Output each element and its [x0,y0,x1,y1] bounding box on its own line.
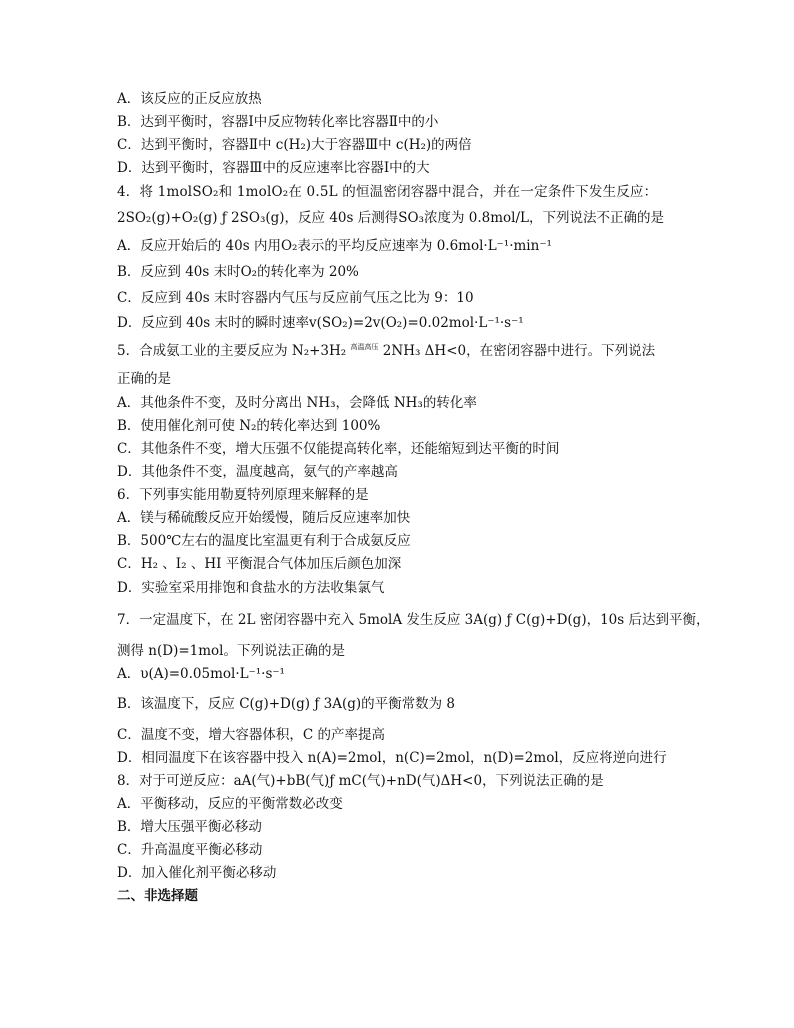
q4-option-b: B．反应到 40s 末时O₂的转化率为 20% [117,264,359,280]
question-5-stem-cont: 正确的是 [117,371,171,387]
q8-option-a: A．平衡移动，反应的平衡常数必改变 [117,796,343,812]
option-c-concentration: C．达到平衡时，容器Ⅱ中 c(H₂)大于容器Ⅲ中 c(H₂)的两倍 [117,137,472,153]
question-7-stem-cont: 测得 n(D)=1mol。下列说法正确的是 [117,643,345,659]
q8-option-b: B．增大压强平衡必移动 [117,819,262,835]
option-d-rate: D．达到平衡时，容器Ⅲ中的反应速率比容器Ⅰ中的大 [117,160,430,176]
q6-option-c: C．H₂ 、I₂ 、HI 平衡混合气体加压后颜色加深 [117,556,402,572]
q8-option-c: C．升高温度平衡必移动 [117,842,263,858]
q8-option-d: D．加入催化剂平衡必移动 [117,865,277,881]
q5-stem-part2: 2NH₃ ΔH<0，在密闭容器中进行。下列说法 [382,343,656,359]
q5-option-a: A．其他条件不变，及时分离出 NH₃，会降低 NH₃的转化率 [117,395,477,411]
q7-option-c: C．温度不变，增大容器体积，C 的产率提高 [117,727,385,743]
q7-option-a: A．υ(A)=0.05mol·L⁻¹·s⁻¹ [117,666,285,682]
option-b-conversion: B．达到平衡时，容器Ⅰ中反应物转化率比容器Ⅱ中的小 [117,114,439,130]
q5-option-b: B．使用催化剂可使 N₂的转化率达到 100% [117,418,381,434]
q5-option-d: D．其他条件不变，温度越高，氨气的产率越高 [117,464,398,480]
option-a-exothermic: A．该反应的正反应放热 [117,91,262,107]
q4-option-d: D．反应到 40s 末时的瞬时速率v(SO₂)=2v(O₂)=0.02mol·L⁻¹·s⁻¹ [117,315,524,331]
question-8-stem: 8．对于可逆反应：aA(气)+bB(气)ƒ mC(气)+nD(气)ΔH<0，下列说法正确的是 [117,773,604,789]
question-4-equation: 2SO₂(g)+O₂(g) ƒ 2SO₃(g)，反应 40s 后测得SO₃浓度为 0.8mol/L，下列说法不正确的是 [117,210,664,226]
q4-option-a: A．反应开始后的 40s 内用O₂表示的平均反应速率为 0.6mol·L⁻¹·min⁻¹ [117,238,552,254]
question-6-stem: 6．下列事实能用勒夏特列原理来解释的是 [117,487,369,503]
q7-option-b: B．该温度下，反应 C(g)+D(g) ƒ 3A(g)的平衡常数为 8 [117,696,456,712]
q6-option-a: A．镁与稀硫酸反应开始缓慢，随后反应速率加快 [117,510,411,526]
reversible-arrow-label: 高温高压 [350,343,379,351]
q4-option-c: C．反应到 40s 末时容器内气压与反应前气压之比为 9：10 [117,290,474,306]
q7-option-d: D．相同温度下在该容器中投入 n(A)=2mol，n(C)=2mol，n(D)=2mol，反应将逆向进行 [117,750,667,766]
question-5-stem [117,345,685,359]
question-4-stem: 4．将 1molSO₂和 1molO₂在 0.5L 的恒温密闭容器中混合，并在一定条件下发生反应： [117,184,658,200]
q5-option-c: C．其他条件不变，增大压强不仅能提高转化率，还能缩短到达平衡的时间 [117,441,560,457]
section-heading-nonchoice: 二、非选择题 [117,888,198,904]
q5-stem-part1: 5．合成氨工业的主要反应为 N₂+3H₂ [117,343,347,359]
question-7-stem: 7．一定温度下，在 2L 密闭容器中充入 5molA 发生反应 3A(g) ƒ C(g)+D(g)，10s 后达到平衡， [117,612,710,628]
q6-option-b: B．500℃左右的温度比室温更有利于合成氨反应 [117,533,411,549]
q6-option-d: D．实验室采用排饱和食盐水的方法收集氯气 [117,580,385,596]
